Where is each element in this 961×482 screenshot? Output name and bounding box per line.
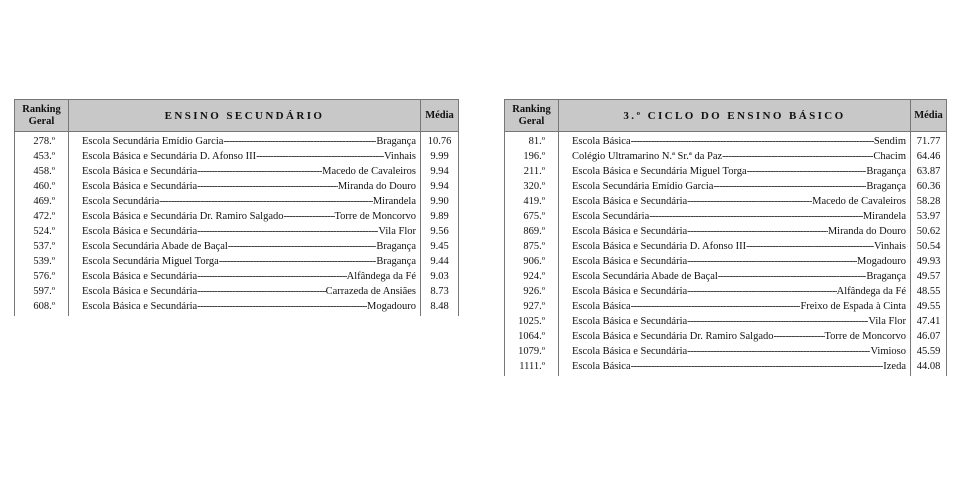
school-name: Escola Básica e Secundária <box>572 226 688 237</box>
rank-cell: 211.º <box>505 164 559 179</box>
school-location: Vinhais <box>873 241 906 252</box>
school-cell <box>69 254 421 269</box>
school-name: Escola Básica e Secundária <box>82 271 198 282</box>
school-location: Alfândega da Fé <box>836 286 906 297</box>
school-cell <box>559 132 911 150</box>
table-title: 3.º CICLO DO ENSINO BÁSICO <box>559 100 911 132</box>
rank-cell: 524.º <box>15 224 69 239</box>
school-location: Sendim <box>873 136 906 147</box>
school-name: Escola Secundária <box>82 196 160 207</box>
dash-leader <box>228 239 377 254</box>
school-location: Bragança <box>866 166 906 177</box>
rank-cell: 1079.º <box>505 344 559 359</box>
score-cell: 9.03 <box>421 269 459 284</box>
rank-cell: 278.º <box>15 132 69 150</box>
school-cell <box>69 284 421 299</box>
score-cell: 9.94 <box>421 164 459 179</box>
score-cell: 9.89 <box>421 209 459 224</box>
school-location: Bragança <box>866 181 906 192</box>
school-name: Escola Básica e Secundária D. Afonso III <box>572 241 747 252</box>
score-cell: 50.62 <box>911 224 947 239</box>
table-row <box>505 239 947 254</box>
score-cell: 50.54 <box>911 239 947 254</box>
score-cell: 9.56 <box>421 224 459 239</box>
school-cell <box>559 359 911 376</box>
rank-cell: 926.º <box>505 284 559 299</box>
school-cell <box>559 284 911 299</box>
school-name: Escola Básica e Secundária <box>572 316 688 327</box>
score-cell: 71.77 <box>911 132 947 150</box>
table-title: ENSINO SECUNDÁRIO <box>69 100 421 132</box>
score-cell: 8.48 <box>421 299 459 316</box>
school-cell <box>69 194 421 209</box>
score-cell: 63.87 <box>911 164 947 179</box>
table-row <box>15 224 459 239</box>
school-name: Colégio Ultramarino N.ª Sr.ª da Paz <box>572 151 723 162</box>
school-name: Escola Básica e Secundária Dr. Ramiro Salgado <box>572 331 774 342</box>
dash-leader <box>631 359 884 374</box>
dash-leader <box>687 314 868 329</box>
dash-leader <box>747 164 867 179</box>
school-location: Carrazeda de Ansiães <box>325 286 416 297</box>
school-cell <box>559 194 911 209</box>
dash-leader <box>631 134 874 149</box>
school-location: Vila Flor <box>868 316 906 327</box>
school-cell <box>559 314 911 329</box>
school-cell <box>559 179 911 194</box>
school-name: Escola Básica <box>572 136 631 147</box>
school-name: Escola Básica <box>572 301 631 312</box>
score-cell: 10.76 <box>421 132 459 150</box>
table-row <box>505 269 947 284</box>
school-location: Macedo de Cavaleiros <box>812 196 906 207</box>
school-location: Vimioso <box>870 346 906 357</box>
dash-leader <box>197 284 325 299</box>
school-location: Alfândega da Fé <box>346 271 416 282</box>
score-cell: 44.08 <box>911 359 947 376</box>
school-location: Vinhais <box>383 151 416 162</box>
school-location: Bragança <box>376 136 416 147</box>
score-cell: 53.97 <box>911 209 947 224</box>
school-location: Mirandela <box>372 196 416 207</box>
score-cell: 49.55 <box>911 299 947 314</box>
dash-leader <box>687 224 828 239</box>
rank-cell: 1064.º <box>505 329 559 344</box>
rank-cell: 1025.º <box>505 314 559 329</box>
rank-cell: 924.º <box>505 269 559 284</box>
score-column-header: Média <box>421 100 459 132</box>
school-cell <box>559 299 911 314</box>
table-row <box>15 254 459 269</box>
school-location: Izeda <box>883 361 906 372</box>
school-name: Escola Básica e Secundária <box>572 286 688 297</box>
school-location: Bragança <box>866 271 906 282</box>
school-name: Escola Secundária Emídio Garcia <box>572 181 714 192</box>
school-cell <box>559 224 911 239</box>
score-cell: 9.44 <box>421 254 459 269</box>
school-location: Miranda do Douro <box>337 181 416 192</box>
school-location: Macedo de Cavaleiros <box>322 166 416 177</box>
dash-leader <box>713 179 866 194</box>
score-cell: 49.57 <box>911 269 947 284</box>
dash-leader <box>746 239 874 254</box>
school-name: Escola Básica e Secundária <box>82 226 198 237</box>
dash-leader <box>283 209 334 224</box>
score-cell: 64.46 <box>911 149 947 164</box>
dash-leader <box>687 344 870 359</box>
school-cell <box>559 269 911 284</box>
school-cell <box>559 149 911 164</box>
school-location: Mirandela <box>862 211 906 222</box>
school-cell <box>69 149 421 164</box>
school-location: Bragança <box>376 241 416 252</box>
score-cell: 45.59 <box>911 344 947 359</box>
table-row <box>15 132 459 150</box>
score-cell: 47.41 <box>911 314 947 329</box>
rank-cell: 458.º <box>15 164 69 179</box>
rank-cell: 675.º <box>505 209 559 224</box>
school-name: Escola Básica e Secundária Miguel Torga <box>572 166 747 177</box>
table-row <box>505 329 947 344</box>
table-row <box>15 194 459 209</box>
table-row <box>505 149 947 164</box>
table-row <box>505 164 947 179</box>
rank-cell: 81.º <box>505 132 559 150</box>
rank-cell: 460.º <box>15 179 69 194</box>
school-cell <box>69 209 421 224</box>
table-row <box>15 269 459 284</box>
rank-cell: 320.º <box>505 179 559 194</box>
rank-cell: 869.º <box>505 224 559 239</box>
dash-leader <box>649 209 863 224</box>
school-cell <box>69 179 421 194</box>
score-cell: 60.36 <box>911 179 947 194</box>
school-name: Escola Básica e Secundária <box>572 346 688 357</box>
rank-cell: 539.º <box>15 254 69 269</box>
score-cell: 8.73 <box>421 284 459 299</box>
school-location: Bragança <box>376 256 416 267</box>
rank-cell: 875.º <box>505 239 559 254</box>
table-row <box>505 314 947 329</box>
school-cell <box>69 269 421 284</box>
rank-column-header: Ranking Geral <box>15 100 69 132</box>
dash-leader <box>722 149 873 164</box>
score-cell: 9.94 <box>421 179 459 194</box>
rank-cell: 608.º <box>15 299 69 316</box>
table-row <box>15 239 459 254</box>
dash-leader <box>718 269 867 284</box>
school-location: Mogadouro <box>367 301 416 312</box>
rank-cell: 419.º <box>505 194 559 209</box>
score-column-header: Média <box>911 100 947 132</box>
school-name: Escola Secundária Abade de Baçal <box>572 271 718 282</box>
dash-leader <box>197 224 378 239</box>
school-cell <box>559 329 911 344</box>
table-row <box>505 254 947 269</box>
school-location: Torre de Moncorvo <box>824 331 906 342</box>
table-row <box>505 209 947 224</box>
dash-leader <box>159 194 373 209</box>
school-name: Escola Secundária Emídio Garcia <box>82 136 224 147</box>
school-location: Mogadouro <box>857 256 906 267</box>
score-cell: 46.07 <box>911 329 947 344</box>
school-location: Chacim <box>873 151 906 162</box>
rank-cell: 537.º <box>15 239 69 254</box>
school-cell <box>559 254 911 269</box>
score-cell: 48.55 <box>911 284 947 299</box>
table-row <box>505 299 947 314</box>
dash-leader <box>219 254 377 269</box>
school-name: Escola Básica e Secundária <box>82 166 198 177</box>
table-row <box>15 284 459 299</box>
table-row <box>15 164 459 179</box>
school-name: Escola Secundária Miguel Torga <box>82 256 219 267</box>
table-row <box>505 359 947 376</box>
rank-column-header: Ranking Geral <box>505 100 559 132</box>
table-row <box>505 179 947 194</box>
score-cell: 58.28 <box>911 194 947 209</box>
table-row <box>505 224 947 239</box>
score-cell: 9.99 <box>421 149 459 164</box>
dash-leader <box>197 164 322 179</box>
score-cell: 49.93 <box>911 254 947 269</box>
school-location: Freixo de Espada à Cinta <box>800 301 906 312</box>
rank-cell: 196.º <box>505 149 559 164</box>
school-name: Escola Básica e Secundária <box>82 301 198 312</box>
secundario-ranking-table <box>14 99 459 316</box>
table-row <box>505 344 947 359</box>
school-name: Escola Secundária <box>572 211 650 222</box>
rank-cell: 597.º <box>15 284 69 299</box>
rank-cell: 472.º <box>15 209 69 224</box>
school-cell <box>69 164 421 179</box>
dash-leader <box>256 149 384 164</box>
school-name: Escola Básica e Secundária D. Afonso III <box>82 151 257 162</box>
table-header-row <box>15 100 459 132</box>
dash-leader <box>687 194 812 209</box>
school-cell <box>559 209 911 224</box>
table-row <box>15 209 459 224</box>
school-cell <box>559 164 911 179</box>
school-cell <box>69 239 421 254</box>
score-cell: 9.90 <box>421 194 459 209</box>
table-row <box>505 132 947 150</box>
table-row <box>505 284 947 299</box>
table-row <box>15 179 459 194</box>
school-location: Miranda do Douro <box>827 226 906 237</box>
dash-leader <box>197 179 338 194</box>
school-location: Vila Flor <box>378 226 416 237</box>
score-cell: 9.45 <box>421 239 459 254</box>
dash-leader <box>687 284 836 299</box>
table-row <box>505 194 947 209</box>
school-name: Escola Básica e Secundária <box>572 196 688 207</box>
school-name: Escola Básica e Secundária <box>82 286 198 297</box>
rank-cell: 576.º <box>15 269 69 284</box>
school-name: Escola Básica e Secundária <box>572 256 688 267</box>
dash-leader <box>631 299 801 314</box>
school-cell <box>69 132 421 150</box>
school-cell <box>69 299 421 316</box>
dash-leader <box>197 299 367 314</box>
basico-ranking-table <box>504 99 947 376</box>
school-name: Escola Básica e Secundária Dr. Ramiro Salgado <box>82 211 284 222</box>
dash-leader <box>223 134 376 149</box>
rank-cell: 453.º <box>15 149 69 164</box>
table-row <box>15 149 459 164</box>
school-name: Escola Secundária Abade de Baçal <box>82 241 228 252</box>
table-row <box>15 299 459 316</box>
dash-leader <box>687 254 857 269</box>
table-header-row <box>505 100 947 132</box>
rank-cell: 469.º <box>15 194 69 209</box>
rank-cell: 927.º <box>505 299 559 314</box>
dash-leader <box>197 269 346 284</box>
school-location: Torre de Moncorvo <box>334 211 416 222</box>
dash-leader <box>773 329 824 344</box>
school-cell <box>69 224 421 239</box>
school-cell <box>559 239 911 254</box>
rank-cell: 1111.º <box>505 359 559 376</box>
rank-cell: 906.º <box>505 254 559 269</box>
school-name: Escola Básica <box>572 361 631 372</box>
school-cell <box>559 344 911 359</box>
school-name: Escola Básica e Secundária <box>82 181 198 192</box>
